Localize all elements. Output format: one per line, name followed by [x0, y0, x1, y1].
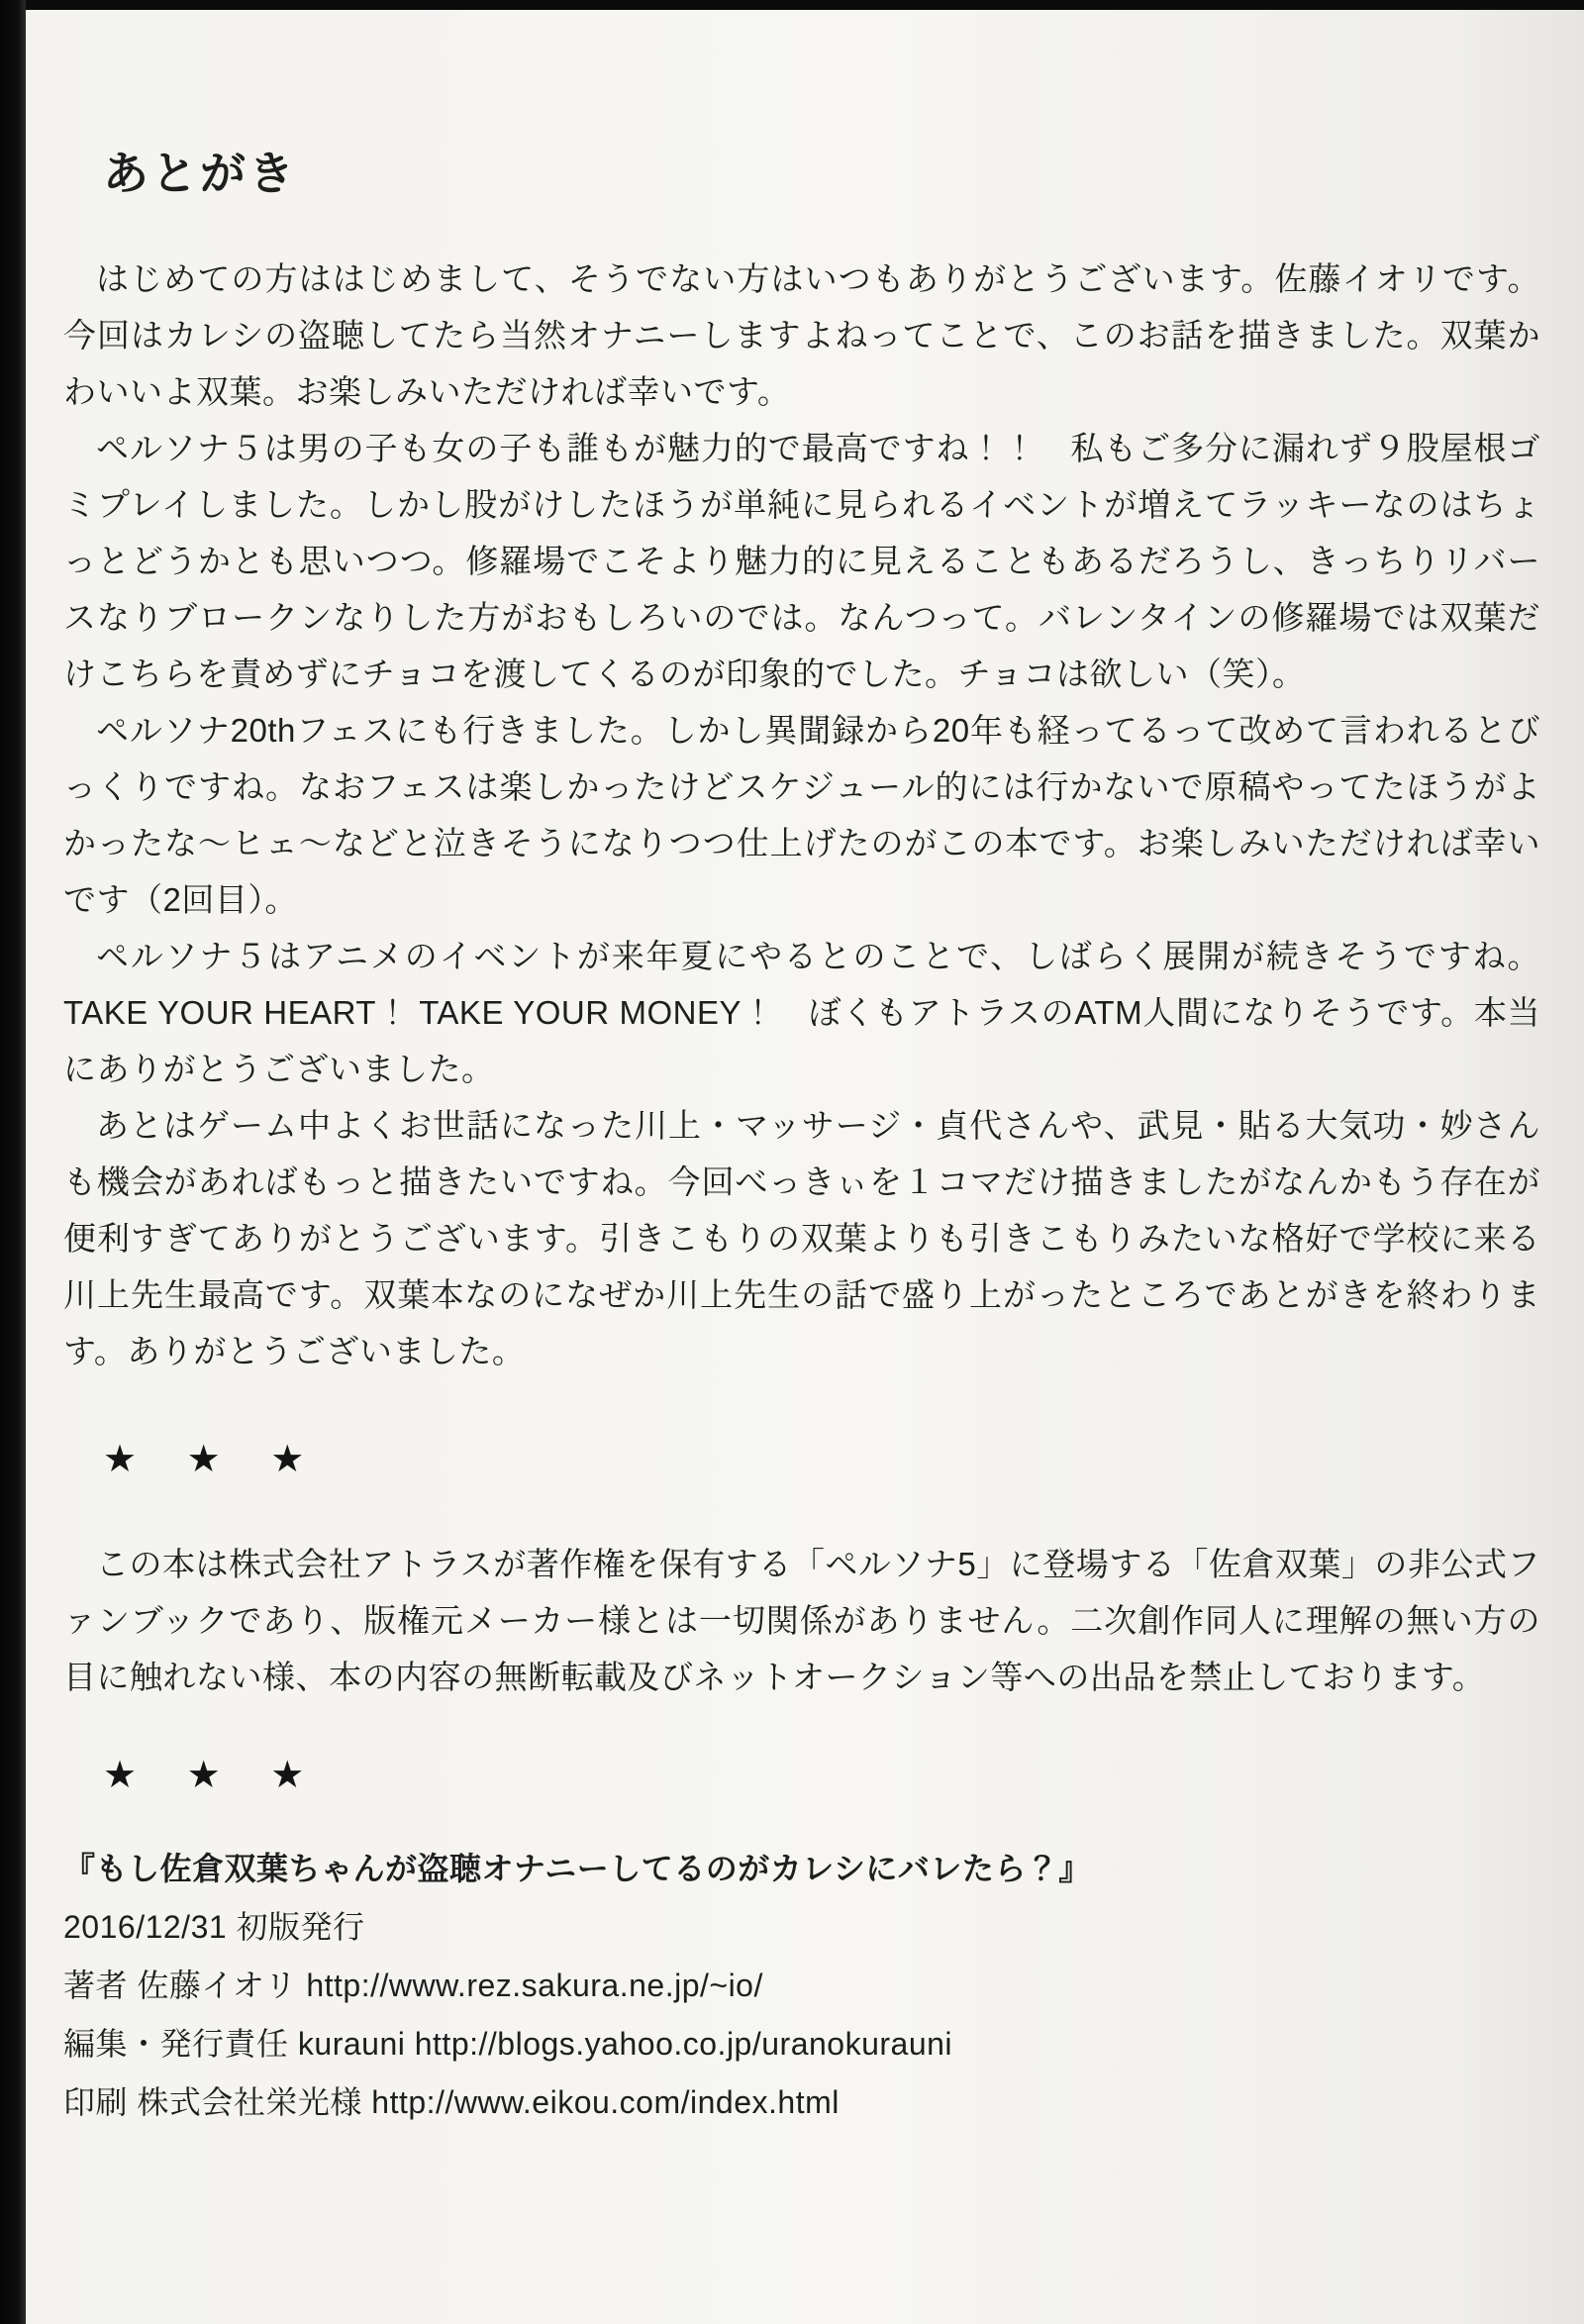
afterword-paragraph-5: あとはゲーム中よくお世話になった川上・マッサージ・貞代さんや、武見・貼る大気功・妙さんも機会があればもっと描きたいですね。今回べっきぃを１コマだけ描きましたがなんかもう存在が便利すぎてありがとうございます。引きこもりの双葉よりも引きこもりみたいな格好で学校に来る川上先生最高です。双葉本なのになぜか川上先生の話で盛り上がったところであとがきを終わります。ありがとうございました。: [63, 1106, 1540, 1369]
page-title: あとがき: [103, 148, 297, 199]
afterword-paragraph-3: ペルソナ20thフェスにも行きました。しかし異聞録から20年も経ってるって改めて言われるとびっくりですね。なおフェスは楽しかったけどスケジュール的には行かないで原稿やってたほうがよかったな〜ヒェ〜などと泣きそうになりつつ仕上げたのがこの本です。お楽しみいただければ幸いです（2回目）。: [63, 711, 1540, 918]
afterword-paragraph-2: ペルソナ５は男の子も女の子も誰もが魅力的で最高ですね！！ 私もご多分に漏れず９股屋根ゴミプレイしました。しかし股がけしたほうが単純に見られるイベントが増えてラッキーなのはちょっとどうかとも思いつつ。修羅場でこそより魅力的に見えることもあるだろうし、きっちりリバースなりブロークンなりした方がおもしろいのでは。なんつって。バレンタインの修羅場では双葉だけこちらを責めずにチョコを渡してくるのが印象的でした。チョコは欲しい（笑）。: [63, 429, 1540, 692]
colophon-printer-line: 印刷 株式会社栄光様 http://www.eikou.com/index.html: [63, 2083, 840, 2120]
scan-edge-left: [0, 0, 26, 2324]
colophon: [63, 1840, 1540, 2132]
colophon-editor-line: 編集・発行責任 kurauni http://blogs.yahoo.co.jp/uranokurauni: [63, 2025, 953, 2062]
colophon-book-title: 『もし佐倉双葉ちゃんが盗聴オナニーしてるのがカレシにバレたら？』: [63, 1850, 1091, 1886]
copyright-disclaimer: この本は株式会社アトラスが著作権を保有する「ペルソナ5」に登場する「佐倉双葉」の非公式ファンブックであり、版権元メーカー様とは一切関係がありません。二次創作同人に理解の無い方の目に触れない様、本の内容の無断転載及びネットオークション等への出品を禁止しております。: [63, 1545, 1540, 1695]
star-divider-bottom: ★ ★ ★: [103, 1754, 325, 1796]
afterword-paragraph-4: ペルソナ５はアニメのイベントが来年夏にやるとのことで、しばらく展開が続きそうですね。TAKE YOUR HEART！ TAKE YOUR MONEY！ ぼくもアトラスのATM人間になりそうです。本当にありがとうございました。: [63, 937, 1540, 1087]
colophon-author-line: 著者 佐藤イオリ http://www.rez.sakura.ne.jp/~io/: [63, 1967, 763, 2003]
star-divider-top: ★ ★ ★: [103, 1438, 325, 1480]
scan-edge-top: [0, 0, 1584, 10]
afterword-content: [63, 10, 1540, 2132]
afterword-paragraph-1: はじめての方ははじめまして、そうでない方はいつもありがとうございます。佐藤イオリです。今回はカレシの盗聴してたら当然オナニーしますよねってことで、このお話を描きました。双葉かわいいよ双葉。お楽しみいただければ幸いです。: [63, 259, 1540, 410]
colophon-edition-line: 2016/12/31 初版発行: [63, 1908, 365, 1945]
